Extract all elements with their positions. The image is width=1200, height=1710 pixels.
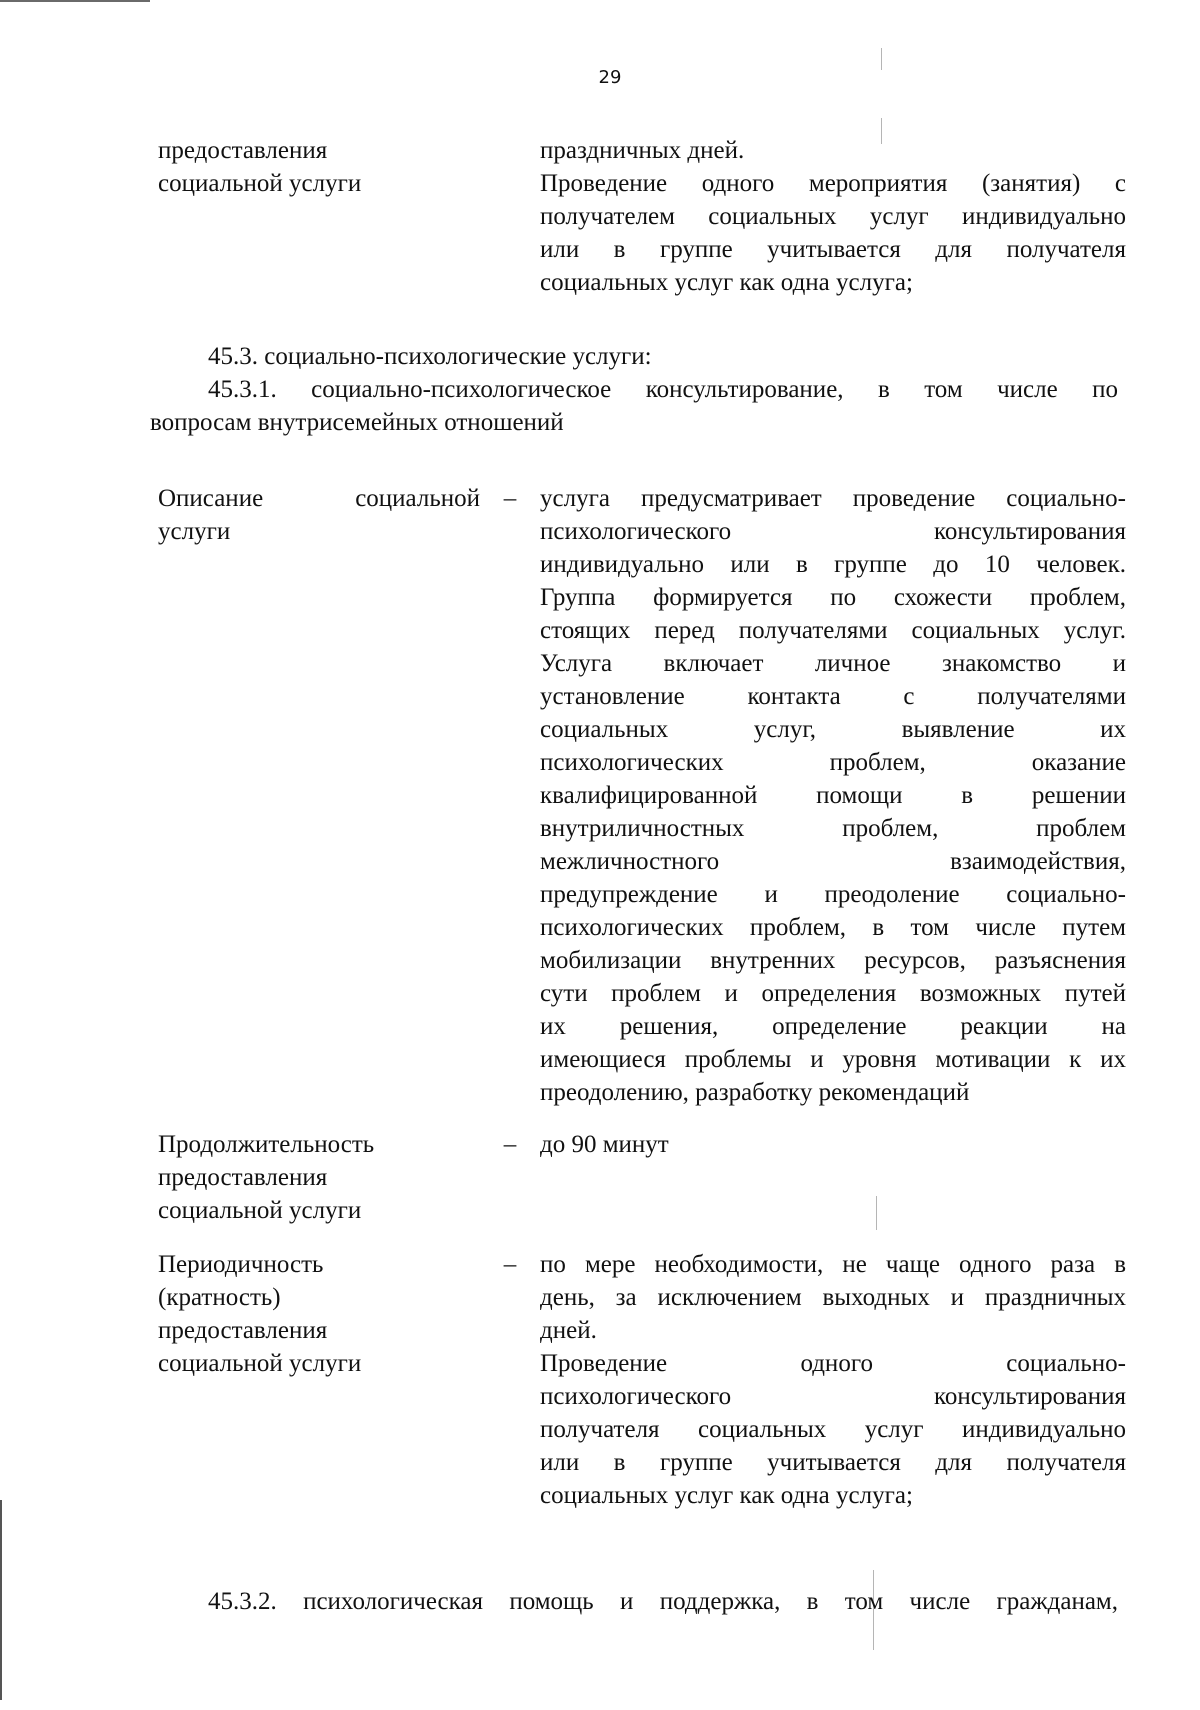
top-block-label <box>158 134 510 200</box>
value-line: предупреждение и преодоление социально- <box>540 881 1126 908</box>
value-line: услуга предусматривает проведение социально- <box>540 485 1126 512</box>
section-title: 45.3. социально-психологические услуги: <box>208 343 652 370</box>
scan-edge-left <box>0 1500 2 1700</box>
label-line: Продолжительность <box>158 1131 375 1158</box>
value-line: психологического консультирования <box>540 518 1126 545</box>
value-line: праздничных дней. <box>540 137 745 164</box>
frequency-label <box>158 1248 510 1380</box>
value-line: дней. <box>540 1317 597 1344</box>
value-line: получателя социальных услуг индивидуально <box>540 1416 1126 1443</box>
description-label <box>158 482 510 548</box>
next-item-title: 45.3.2. психологическая помощь и поддержка, в том числе гражданам, <box>208 1588 1118 1615</box>
label-line: социальной услуги <box>158 170 362 197</box>
scan-edge-top <box>0 0 150 2</box>
value-line: социальных услуг, выявление их <box>540 716 1126 743</box>
label-line: (кратность) <box>158 1284 281 1311</box>
value-line: мобилизации внутренних ресурсов, разъяснения <box>540 947 1126 974</box>
value-line: их решения, определение реакции на <box>540 1013 1126 1040</box>
value-line: индивидуально или в группе до 10 человек. <box>540 551 1126 578</box>
value-line: до 90 минут <box>540 1131 669 1158</box>
label-line: социальной услуги <box>158 1197 362 1224</box>
value-line: Проведение одного мероприятия (занятия) с <box>540 170 1126 197</box>
value-line: преодолению, разработку рекомендаций <box>540 1079 970 1106</box>
dash: – <box>503 1251 517 1278</box>
value-line: день, за исключением выходных и праздничных <box>540 1284 1126 1311</box>
value-line: психологических проблем, оказание <box>540 749 1126 776</box>
dash: – <box>503 485 517 512</box>
duration-label <box>158 1128 510 1227</box>
value-line: или в группе учитывается для получателя <box>540 236 1126 263</box>
frequency-value <box>540 1248 1126 1512</box>
label-line: предоставления <box>158 1164 328 1191</box>
section-heading <box>150 340 1118 439</box>
label-line <box>158 482 510 515</box>
value-line: социальных услуг как одна услуга; <box>540 269 913 296</box>
value-line: внутриличностных проблем, проблем <box>540 815 1126 842</box>
value-line: Услуга включает личное знакомство и <box>540 650 1126 677</box>
value-line: по мере необходимости, не чаще одного раза в <box>540 1251 1126 1278</box>
subsection-title: 45.3.1. социально-психологическое консультирование, в том числе по <box>208 376 1118 403</box>
label-line: предоставления <box>158 1317 328 1344</box>
label-line: услуги <box>158 518 231 545</box>
value-line: или в группе учитывается для получателя <box>540 1449 1126 1476</box>
page-number: 29 <box>598 67 622 88</box>
value-line: стоящих перед получателями социальных услуг. <box>540 617 1126 644</box>
dash: – <box>503 1131 517 1158</box>
subsection-title-cont: вопросам внутрисемейных отношений <box>150 409 564 436</box>
value-line: Проведение одного социально- <box>540 1350 1126 1377</box>
value-line: психологического консультирования <box>540 1383 1126 1410</box>
next-item <box>150 1585 1118 1618</box>
value-line: психологических проблем, в том числе путем <box>540 914 1126 941</box>
duration-value <box>540 1128 1126 1161</box>
label-line: Периодичность <box>158 1251 324 1278</box>
value-line: социальных услуг как одна услуга; <box>540 1482 913 1509</box>
value-line: сути проблем и определения возможных путей <box>540 980 1126 1007</box>
value-line: установление контакта с получателями <box>540 683 1126 710</box>
scan-mark <box>876 1196 877 1230</box>
label-word: Описание <box>158 485 264 512</box>
value-line: межличностного взаимодействия, <box>540 848 1126 875</box>
description-value <box>540 482 1126 1109</box>
label-line: предоставления <box>158 137 328 164</box>
value-line: Группа формируется по схожести проблем, <box>540 584 1126 611</box>
value-line: квалифицированной помощи в решении <box>540 782 1126 809</box>
value-line: получателем социальных услуг индивидуально <box>540 203 1126 230</box>
top-block-value <box>540 134 1126 299</box>
label-line: социальной услуги <box>158 1350 362 1377</box>
label-word: социальной <box>355 485 480 512</box>
value-line: имеющиеся проблемы и уровня мотивации к их <box>540 1046 1126 1073</box>
